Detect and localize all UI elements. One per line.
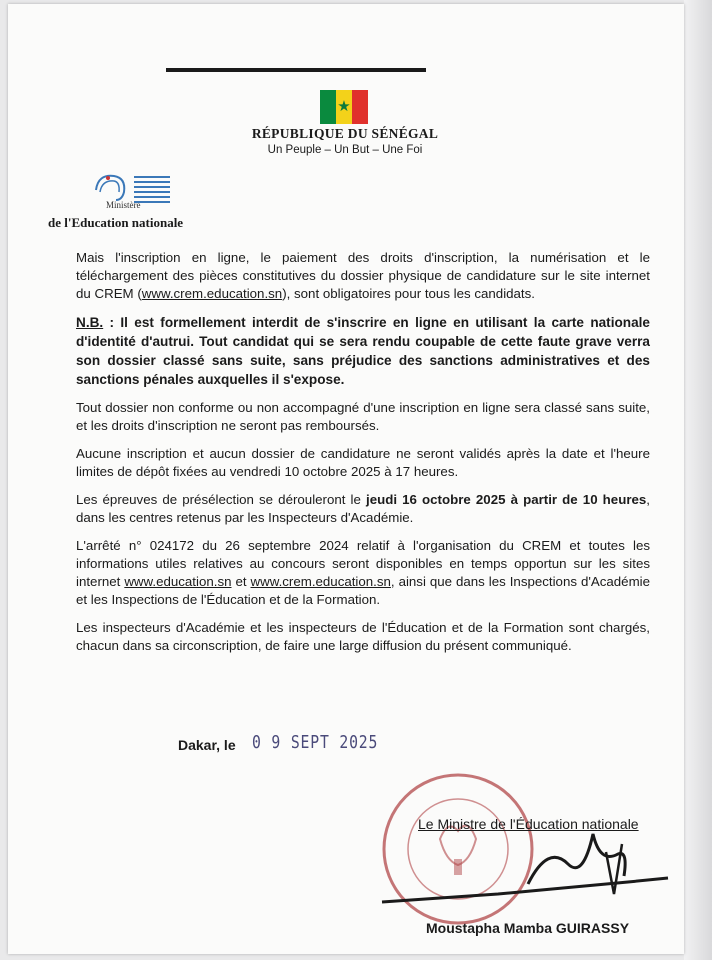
ministry-small-label: Ministère — [106, 200, 141, 210]
communique-body — [76, 249, 650, 665]
date-stamp: 0 9 SEPT 2025 — [252, 732, 379, 753]
paragraph-non-compliant: Tout dossier non conforme ou non accompagné d'une inscription en ligne sera classé sans suite, et les droits d'inscription ne seront pas remboursés. — [76, 400, 650, 433]
handwritten-signature-icon — [378, 824, 678, 914]
paragraph-diffusion: Les inspecteurs d'Académie et les inspecteurs de l'Éducation et de la Formation sont chargés, chacun dans sa circonscription, de faire une large diffusion du présent communiqué. — [76, 620, 650, 653]
signatory-name: Moustapha Mamba GUIRASSY — [426, 920, 630, 936]
national-motto: Un Peuple – Un But – Une Foi — [267, 144, 423, 156]
republic-title: RÉPUBLIQUE DU SÉNÉGAL — [251, 126, 439, 141]
education-link[interactable]: www.education.sn — [124, 574, 232, 589]
crem-link[interactable]: www.crem.education.sn — [141, 286, 283, 301]
paragraph-online-registration: Mais l'inscription en ligne, le paiement des droits d'inscription, la numérisation et le téléchargement des pièces constitutives du dossier physique de candidature sur le site internet du CREM (www.crem.education.sn), sont obligatoires pour tous les candidats. — [76, 250, 650, 301]
paragraph-preselection: Les épreuves de présélection se dérouleront le jeudi 16 octobre 2025 à partir de 10 heures, dans les centres retenus par les Inspecteurs d'Académie. — [76, 492, 650, 525]
date-place: Dakar, le — [178, 737, 236, 753]
document-page — [8, 4, 684, 954]
page-edge-shadow — [684, 0, 712, 960]
header-rule — [166, 68, 426, 72]
paragraph-nb-warning: N.B. : Il est formellement interdit de s'inscrire en ligne en utilisant la carte nationale d'identité d'autrui. Tout candidat qui se sera rendu coupable de cette faute grave verra son dossier classé sans suite, sans préjudice des sanctions administratives et des sanctions pénales auxquelles il s'expose. — [76, 315, 650, 387]
paragraph-arrete: L'arrêté n° 024172 du 26 septembre 2024 relatif à l'organisation du CREM et toutes les informations utiles relatives au concours seront disponibles en temps opportun sur les sites internet www.education.sn et www.crem.education.sn, ainsi que dans les Inspections d'Académie et les Inspections de l'Éducation et de la Formation. — [76, 538, 651, 607]
senegal-flag-icon: ★ — [320, 90, 368, 124]
ministry-name: de l'Education nationale — [48, 215, 184, 230]
nb-label: N.B. — [76, 315, 104, 330]
paragraph-deadline: Aucune inscription et aucun dossier de candidature ne seront validés après la date et l'heure limites de dépôt fixées au vendredi 10 octobre 2025 à 17 heures. — [76, 446, 650, 479]
signatory-title: Le Ministre de l'Éducation nationale — [418, 816, 639, 832]
crem-link-2[interactable]: www.crem.education.sn — [250, 574, 391, 589]
